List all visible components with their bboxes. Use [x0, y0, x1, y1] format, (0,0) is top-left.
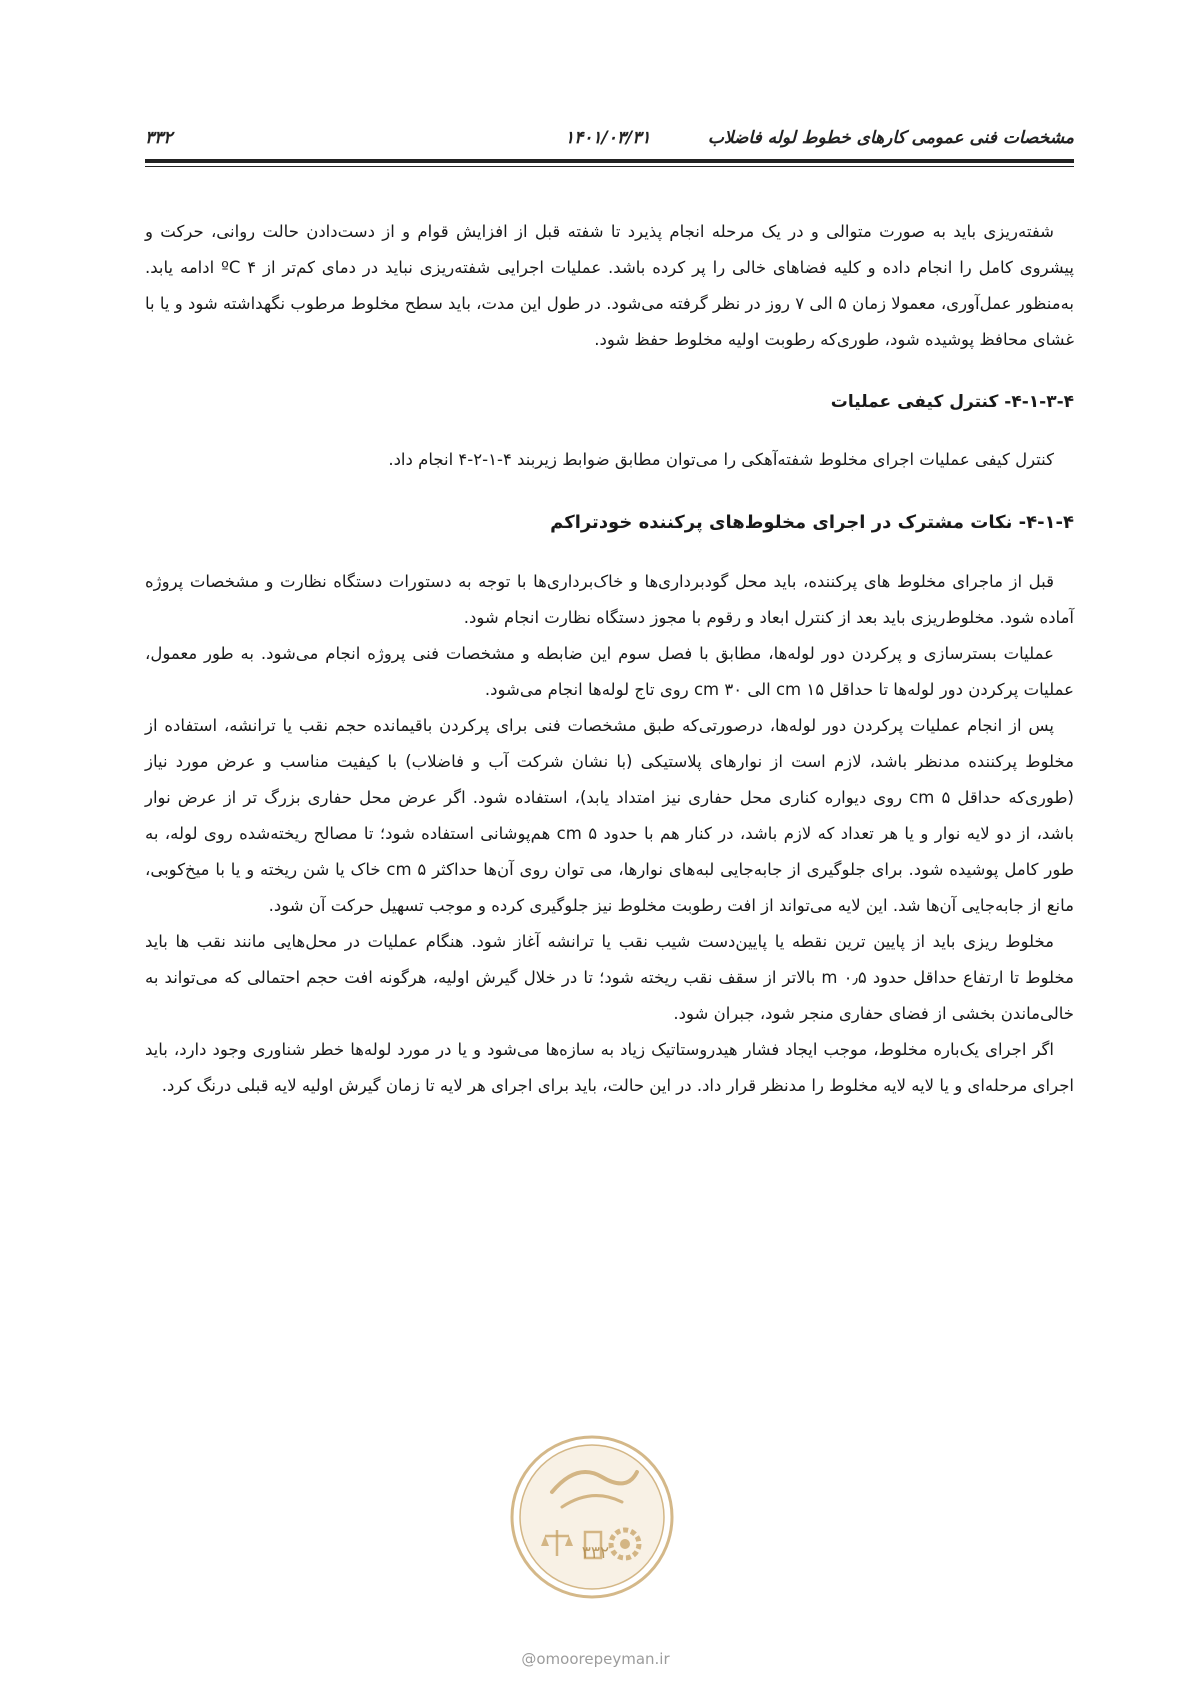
- section-heading-common-notes: ۴-۱-۴- نکات مشترک در اجرای مخلوط‌های پرکننده خودتراکم: [550, 512, 1074, 533]
- header-rule-thick: [145, 159, 1074, 163]
- header-title: مشخصات فنی عمومی کارهای خطوط لوله فاضلاب: [707, 128, 1074, 148]
- paragraph-staged-pouring: اگر اجرای یک‌باره مخلوط، موجب ایجاد فشار هیدروستاتیک زیاد به سازه‌ها می‌شود و یا در مورد لوله‌ها خطر شناوری وجود دارد، باید اجرای مرحله‌ای و یا لایه لایه مخلوط را مدنظر قرار داد. در این حالت، باید برای اجرای هر لایه تا زمان گیرش اولیه لایه قبلی درنگ کرد.: [145, 1040, 1074, 1095]
- page-header: [145, 128, 1074, 158]
- header-date: ۱۴۰۱/۰۳/۳۱: [565, 128, 651, 148]
- header-page-number: ۳۳۲: [145, 128, 173, 148]
- header-rule-thin: [145, 166, 1074, 167]
- document-body: [145, 214, 1074, 1104]
- seal-logo: [507, 1432, 677, 1602]
- paragraph-pouring-order: مخلوط ریزی باید از پایین ترین نقطه یا پایین‌دست شیب نقب یا ترانشه آغاز شود. هنگام عملیات در محل‌هایی مانند نقب ها باید مخلوط تا ارتفاع حداقل حدود ۰٫۵ m بالاتر از سقف نقب ریخته شود؛ تا در خلال گیرش اولیه، هرگونه افت حجم احتمالی که می‌تواند به خالی‌ماندن بخشی از فضای حفاری منجر شود، جبران شود.: [145, 932, 1074, 1023]
- section-heading-quality-control: ۴-۱-۳-۴- کنترل کیفی عملیات: [830, 392, 1074, 412]
- seal-page-number: ۳۳۲: [581, 1543, 610, 1563]
- paragraph-bedding: عملیات بسترسازی و پرکردن دور لوله‌ها، مطابق با فصل سوم این ضابطه و مشخصات فنی پروژه انجام می‌شود. به طور معمول، عملیات پرکردن دور لوله‌ها تا حداقل ۱۵ cm الی ۳۰ cm روی تاج لوله‌ها انجام می‌شود.: [145, 644, 1074, 699]
- paragraph-slurry-pouring: شفته‌ریزی باید به صورت متوالی و در یک مرحله انجام پذیرد تا شفته قبل از افزایش قوام و از دست‌دادن حالت روانی، حرکت و پیشروی کامل را انجام داده و کلیه فضاهای خالی را پر کرده باشد. عملیات اجرایی شفته‌ریزی نباید در دمای کم‌تر از ۴ ºC ادامه یابد. به‌منظور عمل‌آوری، معمولا زمان ۵ الی ۷ روز در نظر گرفته می‌شود. در طول این مدت، باید سطح مخلوط مرطوب نگهداشته شود و یا با غشای محافظ پوشیده شود، طوری‌که رطوبت اولیه مخلوط حفظ شود.: [145, 222, 1075, 349]
- paragraph-plastic-tapes: پس از انجام عملیات پرکردن دور لوله‌ها، درصورتی‌که طبق مشخصات فنی برای پرکردن باقیمانده حجم نقب یا ترانشه، استفاده از مخلوط پرکننده مدنظر باشد، لازم است از نوارهای پلاستیکی (با نشان شرکت آب و فاضلاب) با کیفیت مناسب و عرض مورد نیاز (طوری‌که حداقل ۵ cm روی دیواره کناری محل حفاری نیز امتداد یابد)، استفاده شود. اگر عرض محل حفاری بزرگ تر از عرض نوار باشد، از دو لایه نوار و یا هر تعداد که لازم باشد، در کنار هم با حدود ۵ cm هم‌پوشانی استفاده شود؛ تا مصالح ریخته‌شده روی لوله، به طور کامل پوشیده شود. برای جلوگیری از جابه‌جایی لبه‌های نوارها، می توان روی آن‌ها حداکثر ۵ cm خاک یا شن ریخته و یا با میخ‌کوبی، مانع از جابه‌جایی آن‌ها شد. این لایه می‌تواند از افت رطوبت مخلوط نیز جلوگیری کرده و موجب تسهیل حرکت آن شود.: [145, 716, 1075, 915]
- footer-url[interactable]: @omoorepeyman.ir: [521, 1650, 670, 1668]
- paragraph-quality-control: کنترل کیفی عملیات اجرای مخلوط شفته‌آهکی را می‌توان مطابق ضوابط زیربند ۴-۱-۲-۴ انجام داد.: [388, 450, 1054, 469]
- paragraph-site-preparation: قبل از ماجرای مخلوط های پرکننده، باید محل گودبرداری‌ها و خاک‌برداری‌ها با توجه به دستورات دستگاه نظارت و مشخصات پروژه آماده شود. مخلوط‌ریزی باید بعد از کنترل ابعاد و رقوم با مجوز دستگاه نظارت انجام شود.: [145, 572, 1074, 627]
